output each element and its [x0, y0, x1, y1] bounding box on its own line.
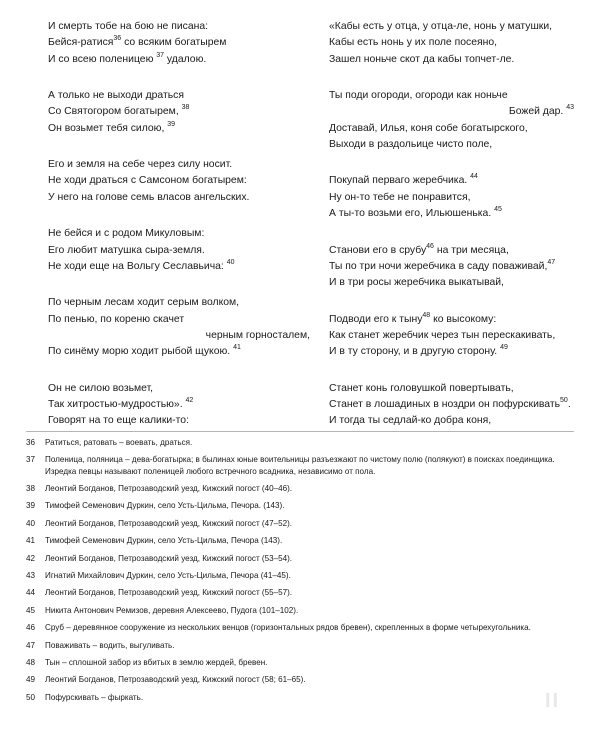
stanza: [48, 157, 310, 206]
verse-text: Кабы есть нонь у их поле посеяно,: [329, 37, 498, 49]
footnote-text: Поваживать – водить, выгуливать.: [45, 640, 175, 650]
footnote-text: Леонтий Богданов, Петрозаводский уезд, Кижский погост (53–54).: [45, 553, 293, 563]
stanza: [329, 88, 574, 153]
footnote: [26, 437, 574, 448]
footnote: [26, 674, 574, 685]
verse-text: Выходи в раздольице чисто поле,: [329, 138, 493, 150]
footnote: [26, 483, 574, 494]
verse-text: Станови его в срубу: [329, 244, 427, 256]
footnote-ref: 36: [113, 35, 122, 43]
verse-text: Зашел ноньче скот да кабы топчет-ле.: [329, 53, 515, 65]
footnote-number: 36: [26, 438, 36, 447]
footnote-number: 49: [26, 675, 36, 685]
stanza: [329, 19, 574, 68]
footnote-number: 48: [26, 657, 36, 667]
verse-text-continuation: со всяким богатырем: [121, 37, 227, 49]
page-edge-mark: II: [545, 690, 561, 712]
footnote: [26, 640, 574, 651]
verse-text: По синёму морю ходит рыбой щукою.: [48, 346, 234, 358]
verse-text: Ну он-то тебе не понравится,: [329, 191, 471, 203]
verse-text: И тогда ты седлай-ко добра коня,: [329, 415, 492, 427]
verse-text-continuation: удалою.: [164, 53, 207, 65]
footnote-ref: 50: [560, 396, 568, 404]
verse-text: И смерть тобе на бою не писана:: [48, 21, 209, 32]
stanza: [329, 173, 574, 222]
verse-text: А только не выходи драться: [48, 90, 184, 102]
verse-text: Его любит матушка сыра-земля.: [48, 244, 205, 256]
verse-text: Как станет жеребчик через тын перескакивать,: [329, 329, 556, 341]
footnote-text: Тын – сплошной забор из вбитых в землю жердей, бревен.: [45, 657, 268, 667]
verse-line: [329, 173, 574, 189]
stanza: [48, 226, 310, 275]
footnote: [26, 553, 574, 564]
verse-line: [329, 137, 574, 153]
footnote-text: Леонтий Богданов, Петрозаводский уезд, Кижский погост (58; 61–65).: [45, 675, 306, 685]
verse-line: [329, 104, 574, 120]
verse-line: [329, 19, 574, 35]
verse-text: Его и земля на себе через силу носит.: [48, 159, 233, 171]
verse-text-continuation: .: [567, 398, 571, 410]
verse-line: [329, 243, 574, 259]
verse-text-continuation: ко высокому:: [430, 313, 497, 325]
verse-line: [48, 295, 310, 311]
footnote-number: 46: [26, 623, 36, 633]
verse-text: Бейся-ратися: [48, 37, 114, 49]
verse-line: [329, 259, 574, 275]
verse-text: И со всею поленицею: [48, 53, 157, 65]
verse-line: [48, 243, 310, 259]
verse-line: [329, 328, 574, 344]
footnote-text: Игнатий Михайлович Дуркин, село Усть-Цильма, Печора (41–45).: [45, 570, 291, 580]
footnote: [26, 454, 574, 476]
footnote-number: 37: [26, 455, 36, 465]
verse-line: [329, 275, 574, 291]
stanza: [48, 295, 310, 360]
verse-line: [48, 413, 310, 429]
footnote-ref: 38: [181, 104, 190, 112]
verse-line: [48, 397, 310, 413]
footnote-text: Ратиться, ратовать – воевать, драться.: [45, 438, 193, 447]
footnote-ref: 44: [470, 173, 478, 181]
footnote-number: 40: [26, 518, 36, 528]
verse-line: [48, 19, 310, 35]
footnote: [26, 605, 574, 616]
footnote-number: 41: [26, 536, 36, 546]
verse-line: [329, 52, 574, 68]
footnote-number: 42: [26, 553, 36, 563]
verse-line: [329, 190, 574, 206]
stanza: [48, 381, 310, 430]
footnote: [26, 500, 574, 511]
verse-text: Он возьмет тебя силою,: [48, 122, 168, 134]
verse-line: [329, 312, 574, 328]
verse-text: По пенью, по кореню скачет: [48, 313, 185, 325]
footnote-ref: 45: [494, 206, 502, 214]
footnote-ref: 47: [547, 258, 556, 266]
verse-text: Станет в лошадиных в ноздри он пофурскивать: [329, 398, 561, 410]
verse-line: [48, 173, 310, 189]
footnote-divider: [26, 431, 574, 432]
footnote-number: 43: [26, 570, 36, 580]
footnote-text: Пофурскивать – фыркать.: [45, 692, 144, 702]
footnote-number: 50: [26, 692, 36, 702]
footnote-text: Никита Антонович Ремизов, деревня Алексеево, Пудога (101–102).: [45, 605, 299, 615]
verse-text: Доставай, Илья, коня собе богатырского,: [329, 122, 528, 134]
verse-line: [48, 190, 310, 206]
verse-line: [48, 121, 310, 137]
verse-line: [329, 206, 574, 222]
verse-text-continuation: на три месяца,: [433, 244, 509, 256]
verse-line: [329, 413, 574, 429]
verse-line: [48, 328, 310, 344]
verse-text: Ты по три ночи жеребчика в саду поваживай,: [329, 260, 548, 272]
footnote-ref: 46: [426, 242, 434, 250]
footnote-number: 47: [26, 640, 36, 650]
verse-text: Покупай перваго жеребчика.: [329, 175, 471, 187]
footnote: [26, 657, 574, 668]
footnote-ref: 40: [226, 258, 235, 266]
verse-line: [329, 35, 574, 51]
verse-line: [48, 381, 310, 397]
footnote-number: 39: [26, 501, 36, 511]
verse-text: Божей дар.: [508, 106, 567, 118]
verse-text: Не ходи драться с Самсоном богатырем:: [48, 175, 247, 187]
verse-line: [48, 312, 310, 328]
verse-line: [48, 226, 310, 242]
verse-text: Со Святогором богатырем,: [48, 106, 182, 118]
footnote-number: 38: [26, 483, 36, 493]
verse-line: [48, 157, 310, 173]
poem-right-column: [329, 19, 574, 450]
footnote: [26, 587, 574, 598]
stanza: [48, 19, 310, 68]
verse-text: У него на голове семь власов ангельских.: [48, 191, 250, 203]
footnote-text: Тимофей Семенович Дуркин, село Усть-Цильма, Печора. (143).: [45, 501, 285, 511]
verse-text: Он не силою возьмет,: [48, 382, 154, 394]
verse-text: По черным лесам ходит серым волком,: [48, 297, 240, 309]
verse-line: [329, 344, 574, 360]
footnote-text: Леонтий Богданов, Петрозаводский уезд, Кижский погост (47–52).: [45, 518, 293, 528]
footnote-text: Леонтий Богданов, Петрозаводский уезд, Кижский погост (55–57).: [45, 588, 293, 598]
stanza: [329, 381, 574, 430]
verse-line: [329, 381, 574, 397]
footnote-text: Поленица, поляница – дева-богатырка; в былинах юные воительницы разъезжают по чистому полю (полякуют) в поисках поединщика. Изредка певцы называют поленицей любого встречного всадника, независимо от пола.: [45, 455, 555, 476]
footnote-number: 44: [26, 588, 36, 598]
footnote: [26, 518, 574, 529]
verse-line: [48, 259, 310, 275]
verse-text: Станет конь головушкой повертывать,: [329, 382, 514, 394]
footnote-text: Леонтий Богданов, Петрозаводский уезд, Кижский погост (40–46).: [45, 483, 293, 493]
verse-line: [48, 35, 310, 51]
footnote-ref: 49: [500, 344, 508, 352]
footnote-text: Тимофей Семенович Дуркин, село Усть-Цильма, Печора (143).: [45, 536, 283, 546]
verse-text: черным горносталем,: [205, 329, 310, 341]
footnote-ref: 43: [566, 104, 574, 112]
verse-line: [329, 88, 574, 104]
footnote-number: 45: [26, 605, 36, 615]
footnote-text: Сруб – деревянное сооружение из нескольких венцов (горизонтальных рядов бревен), скрепленных в форме четырехугольника.: [45, 623, 531, 633]
footnote-ref: 41: [233, 344, 241, 352]
stanza: [329, 312, 574, 361]
poem-left-column: [48, 19, 310, 450]
footnote: [26, 622, 574, 633]
verse-line: [329, 397, 574, 413]
verse-text: И в ту сторону, и в другую сторону.: [329, 346, 501, 358]
footnote-ref: 37: [156, 51, 165, 59]
footnote: [26, 692, 574, 703]
verse-text: Не бейся и с родом Микуловым:: [48, 228, 205, 240]
verse-text: Ты поди огороди, огороди как ноньче: [329, 90, 508, 102]
verse-text: «Кабы есть у отца, у отца-ле, нонь у матушки,: [329, 21, 553, 32]
stanza: [48, 88, 310, 137]
verse-text: Подводи его к тыну: [329, 313, 423, 325]
footnotes: [26, 437, 574, 709]
verse-line: [48, 52, 310, 68]
footnote-ref: 39: [167, 120, 176, 128]
verse-line: [48, 344, 310, 360]
verse-text: Говорят на то еще калики-то:: [48, 415, 189, 427]
verse-line: [48, 104, 310, 120]
footnote-ref: 48: [422, 311, 431, 319]
verse-line: [48, 88, 310, 104]
verse-text: А ты-то возьми его, Ильюшенька.: [329, 208, 495, 220]
verse-text: Не ходи еще на Вольгу Сеславьича:: [48, 260, 227, 272]
footnote-ref: 42: [185, 396, 194, 404]
stanza: [329, 243, 574, 292]
verse-text: Так хитростью-мудростью».: [48, 398, 186, 410]
verse-line: [329, 121, 574, 137]
verse-text: И в три росы жеребчика выкатывай,: [329, 277, 504, 289]
footnote: [26, 535, 574, 546]
footnote: [26, 570, 574, 581]
